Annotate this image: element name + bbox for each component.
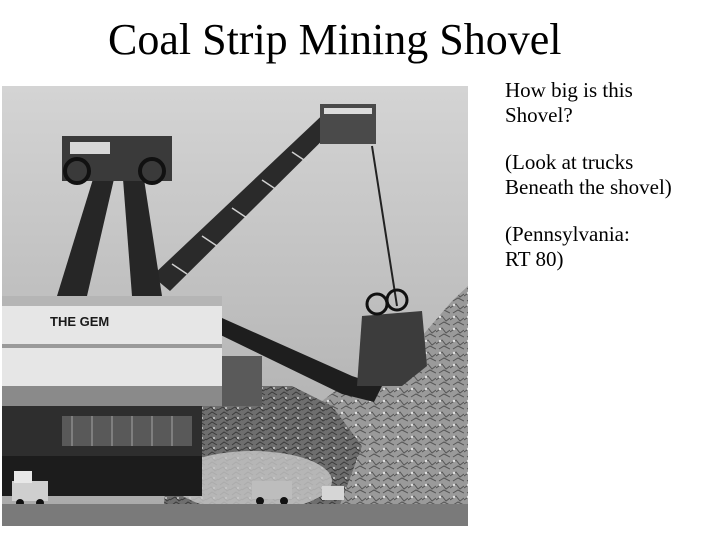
- question-line-1: How big is this: [505, 78, 633, 102]
- hint-paragraph: [505, 150, 715, 200]
- location-paragraph: [505, 222, 715, 272]
- question-paragraph: [505, 78, 715, 128]
- hint-line-2: Beneath the shovel): [505, 175, 672, 199]
- question-line-2: Shovel?: [505, 103, 573, 127]
- slide-title: Coal Strip Mining Shovel: [108, 15, 562, 64]
- side-text: [505, 78, 715, 294]
- ground: [2, 504, 468, 526]
- hint-line-1: (Look at trucks: [505, 150, 634, 174]
- shovel-photo: [2, 86, 468, 526]
- shovel-illustration: [2, 86, 468, 526]
- location-line-2: RT 80): [505, 247, 564, 271]
- location-line-1: (Pennsylvania:: [505, 222, 630, 246]
- house-decal: THE GEM: [50, 314, 110, 329]
